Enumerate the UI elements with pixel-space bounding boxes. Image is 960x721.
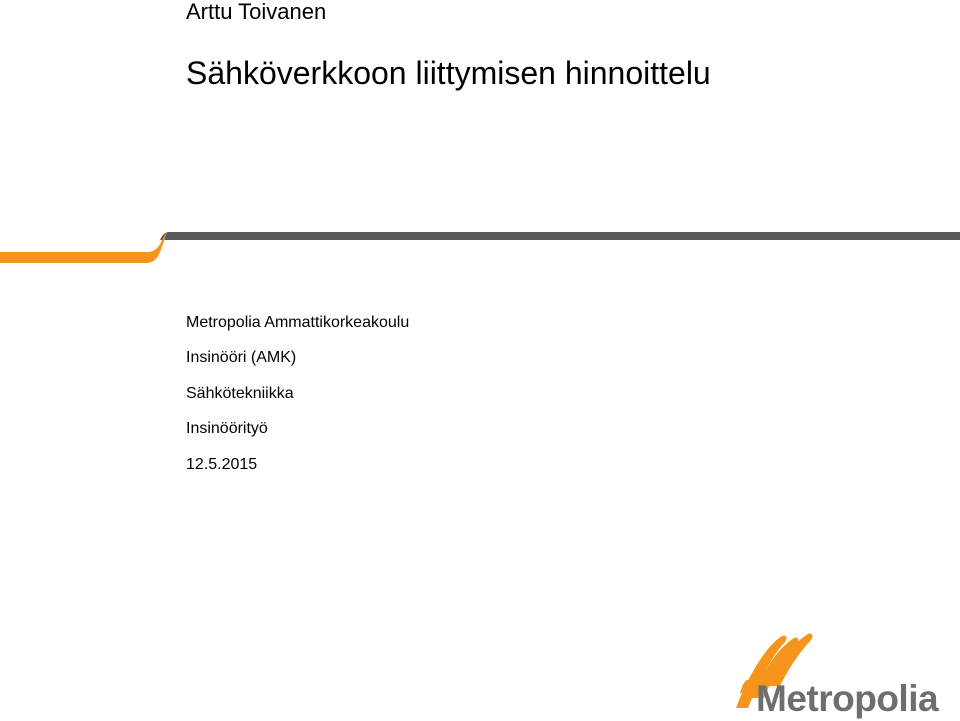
author-name: Arttu Toivanen bbox=[186, 0, 327, 24]
degree-name: Insinööri (AMK) bbox=[186, 349, 297, 367]
gray-band bbox=[160, 232, 960, 240]
orange-band bbox=[0, 232, 167, 263]
school-name: Metropolia Ammattikorkeakoulu bbox=[186, 314, 410, 331]
program-name: Sähkötekniikka bbox=[186, 384, 294, 402]
metropolia-logo-text: Metropolia bbox=[756, 678, 939, 719]
document-info bbox=[186, 313, 409, 490]
work-type: Insinöörityö bbox=[186, 420, 268, 438]
document-title: Sähköverkkoon liittymisen hinnoittelu bbox=[186, 55, 711, 91]
metropolia-logo bbox=[728, 624, 939, 721]
document-date: 12.5.2015 bbox=[186, 455, 258, 473]
decorative-swoosh-band bbox=[0, 226, 960, 270]
